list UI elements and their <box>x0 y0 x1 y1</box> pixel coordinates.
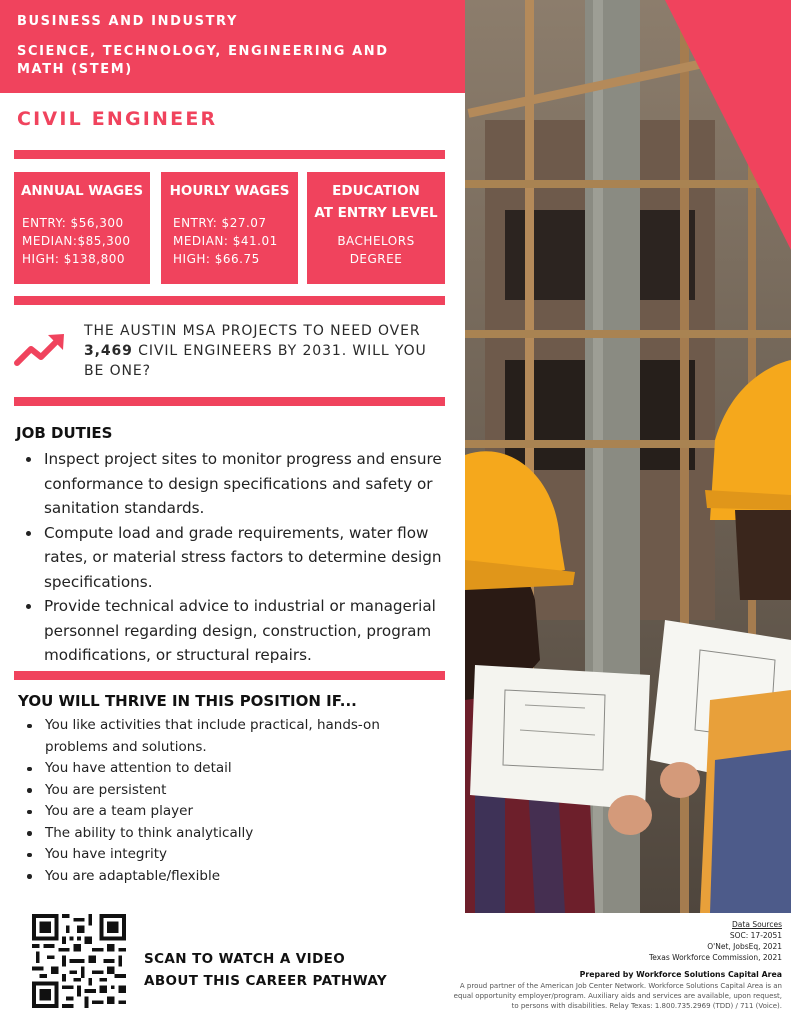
category-stem: SCIENCE, TECHNOLOGY, ENGINEERING AND MATH (STEM) <box>17 44 389 77</box>
projection-text-end: CIVIL ENGINEERS BY 2031. WILL YOU BE ONE? <box>84 343 427 379</box>
divider-bar <box>14 150 445 159</box>
projection-number: 3,469 <box>84 343 133 359</box>
hourly-median: MEDIAN: $41.01 <box>173 234 278 248</box>
job-duties-heading: JOB DUTIES <box>16 424 113 442</box>
list-item: The ability to think analytically <box>45 823 445 845</box>
construction-photo-illustration <box>465 0 791 913</box>
education-subheading: AT ENTRY LEVEL <box>314 205 438 221</box>
trending-up-icon <box>14 332 66 368</box>
qr-code-icon[interactable] <box>32 914 126 1008</box>
list-item: You are persistent <box>45 780 445 802</box>
data-source-twc: Texas Workforce Commission, 2021 <box>649 953 782 962</box>
page-title: CIVIL ENGINEER <box>17 108 218 130</box>
annual-entry: ENTRY: $56,300 <box>22 216 124 230</box>
list-item: You have integrity <box>45 844 445 866</box>
education-card <box>307 172 445 284</box>
list-item: You are a team player <box>45 801 445 823</box>
list-item: Inspect project sites to monitor progress and ensure conformance to design specifications and safety or sanitation standards. <box>44 447 462 521</box>
education-value-line-2: DEGREE <box>349 252 403 266</box>
annual-wages-heading: ANNUAL WAGES <box>20 183 144 199</box>
projection-text-start: THE AUSTIN MSA PROJECTS TO NEED OVER <box>84 323 421 339</box>
list-item: Provide technical advice to industrial or managerial personnel regarding design, construction, program modifications, or structural repairs. <box>44 594 462 668</box>
annual-wages-card <box>14 172 150 284</box>
education-value: BACHELORS <box>337 234 415 248</box>
annual-high: HIGH: $138,800 <box>22 252 125 266</box>
prepared-by: Prepared by Workforce Solutions Capital Area <box>579 970 782 979</box>
divider-bar <box>14 296 445 305</box>
scan-line-2: ABOUT THIS CAREER PATHWAY <box>144 973 388 989</box>
divider-bar <box>14 397 445 406</box>
projection-text <box>84 321 446 381</box>
data-source-soc: SOC: 17-2051 <box>729 931 782 940</box>
hourly-wages-card <box>161 172 298 284</box>
hero-photo <box>465 0 791 913</box>
hourly-entry: ENTRY: $27.07 <box>173 216 267 230</box>
scan-line-1: SCAN TO WATCH A VIDEO <box>144 951 346 967</box>
divider-bar <box>14 671 445 680</box>
list-item: You like activities that include practical, hands-on problems and solutions. <box>45 715 445 758</box>
thrive-heading: YOU WILL THRIVE IN THIS POSITION IF... <box>18 692 357 710</box>
list-item: Compute load and grade requirements, water flow rates, or material stress factors to determine design specifications. <box>44 521 462 595</box>
hourly-wages-heading: HOURLY WAGES <box>169 183 290 199</box>
annual-median: MEDIAN:$85,300 <box>22 234 131 248</box>
job-duties-list <box>44 447 462 668</box>
list-item: You are adaptable/flexible <box>45 866 445 888</box>
scan-to-watch-text <box>144 948 387 992</box>
data-sources-heading: Data Sources <box>732 920 782 929</box>
category-business: BUSINESS AND INDUSTRY <box>17 14 238 29</box>
header-band <box>0 0 465 93</box>
partner-disclaimer: A proud partner of the American Job Center Network. Workforce Solutions Capital Area is an equal opportunity employer/program. Auxiliary aids and services are available, upon request, to persons with disabilities. Relay Texas: 1.800.735.2969 (TDD) / 711 (Voice). <box>453 982 782 1010</box>
education-heading: EDUCATION <box>332 183 420 199</box>
thrive-list <box>45 715 445 887</box>
data-source-onet: O'Net, JobsEq, 2021 <box>707 942 782 951</box>
list-item: You have attention to detail <box>45 758 445 780</box>
hourly-high: HIGH: $66.75 <box>173 252 260 266</box>
